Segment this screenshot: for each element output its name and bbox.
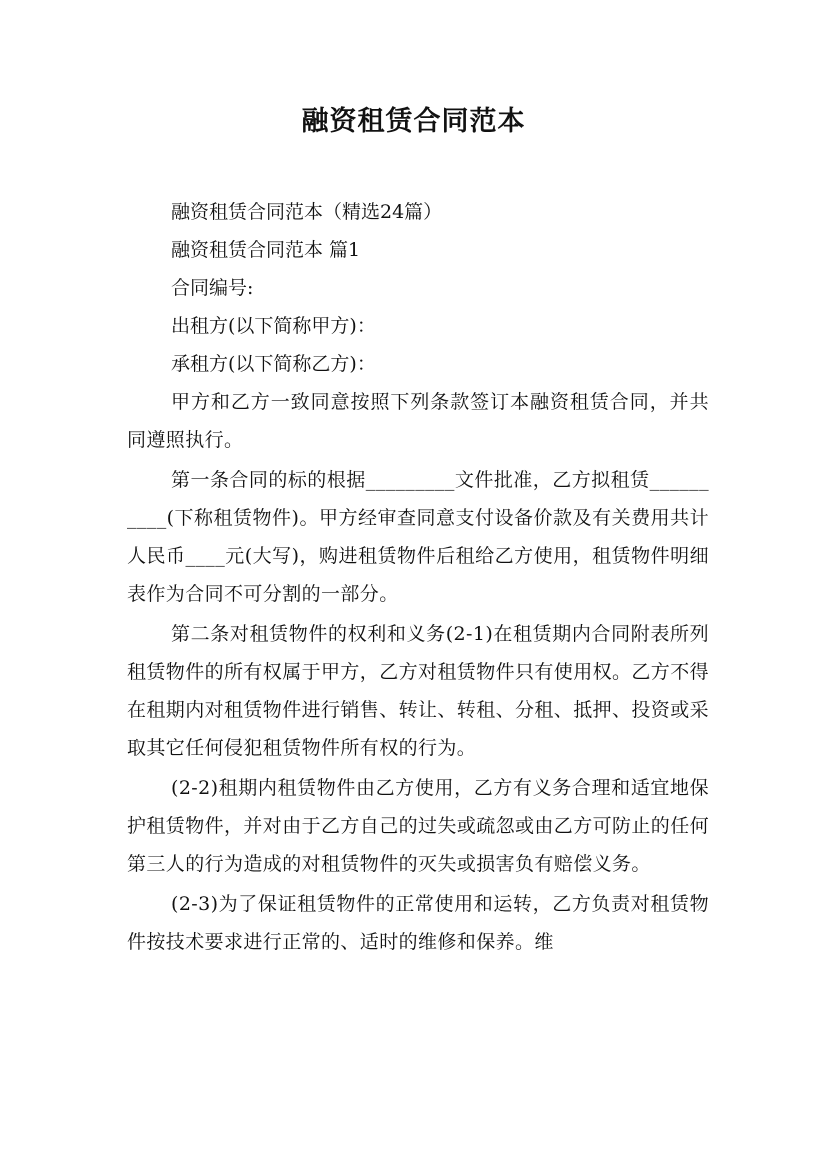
lessor-label: 出租方(以下简称甲方)： [171,315,376,337]
contract-number-label: 合同编号: [171,277,254,299]
paragraph-article-1: 第一条合同的标的根据_________文件批准，乙方拟租赁__________(下称租赁物件)。甲方经审查同意支付设备价款及有关费用共计人民币____元(大写)，购进租赁物件后租给乙方使用，租赁物件明细表作为合同不可分割的一部分。 [127,469,709,605]
section-heading: 融资租赁合同范本 篇1 [171,239,361,261]
paragraph-agreement: 甲方和乙方一致同意按照下列条款签订本融资租赁合同，并共同遵照执行。 [127,391,709,451]
document-title: 融资租赁合同范本 [301,106,526,137]
paragraph-article-2-2: (2-2)租期内租赁物件由乙方使用，乙方有义务合理和适宜地保护租赁物件，并对由于乙方自己的过失或疏忽或由乙方可防止的任何第三人的行为造成的对租赁物件的灭失或损害负有赔偿义务。 [127,777,710,875]
paragraph-article-2-3: (2-3)为了保证租赁物件的正常使用和运转，乙方负责对租赁物件按技术要求进行正常的、适时的维修和保养。维 [127,893,709,953]
paragraph-article-2: 第二条对租赁物件的权利和义务(2-1)在租赁期内合同附表所列租赁物件的所有权属于甲方，乙方对租赁物件只有使用权。乙方不得在租期内对租赁物件进行销售、转让、转租、分租、抵押、投资或采取其它任何侵犯租赁物件所有权的行为。 [127,623,710,759]
document-body [127,193,709,961]
lessee-label: 承租方(以下简称乙方)： [171,353,376,375]
subtitle-line: 融资租赁合同范本（精选24篇） [171,201,443,223]
